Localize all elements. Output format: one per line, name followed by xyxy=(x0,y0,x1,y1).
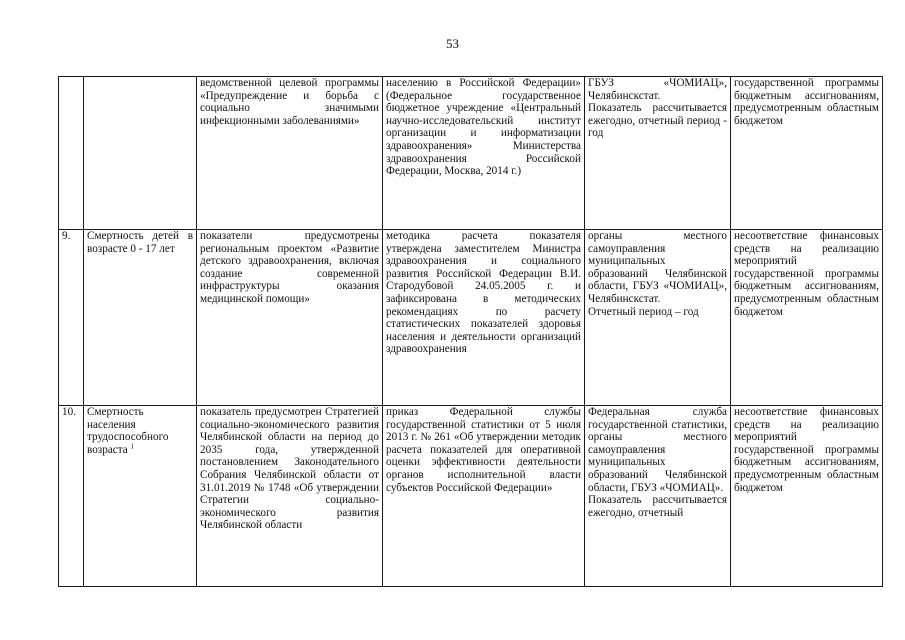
period-text: Отчетный период – год xyxy=(588,305,699,318)
method-cell xyxy=(383,230,585,406)
risk-text: несоответствие финансовых средств на реализацию мероприятий государственной программы бюджетным ассигнованиям, предусмотренным областным бюджетом xyxy=(734,406,879,494)
basis-cell xyxy=(197,230,383,406)
row-number-cell: 10. xyxy=(59,406,84,587)
source-cell xyxy=(585,77,731,230)
basis-text: ведомственной целевой программы «Предупреждение и борьба с социально значимыми инфекционными заболеваниями» xyxy=(200,77,379,127)
row-number-cell xyxy=(59,77,84,230)
risk-text: несоответствие финансовых средств на реализацию мероприятий государственной программы бюджетным ассигнованиям, предусмотренным областным бюджетом xyxy=(734,230,879,318)
basis-cell xyxy=(197,77,383,230)
indicator-name-cell xyxy=(84,230,197,406)
source-cell xyxy=(585,406,731,587)
method-text: приказ Федеральной службы государственной статистики от 5 июля 2013 г. № 261 «Об утверждении методик расчета показателей для оперативной оценки эффективности деятельности органов исполнительной власти субъектов Российской Федерации» xyxy=(386,406,581,494)
indicator-name-cell xyxy=(84,406,197,587)
table-row xyxy=(59,406,883,587)
period-text: Показатель рассчитывается ежегодно, отчетный период - год xyxy=(588,102,727,140)
basis-text: показатели предусмотрены региональным проектом «Развитие детского здравоохранения, включая создание современной инфраструктуры оказания медицинской помощи» xyxy=(200,230,379,305)
risk-cell xyxy=(731,230,883,406)
table-row xyxy=(59,77,883,230)
source-text: Федеральная служба государственной статистики, органы местного самоуправления муниципальных образований Челябинской области, ГБУЗ «ЧОМИАЦ». xyxy=(588,406,727,494)
period-text: Показатель рассчитывается ежегодно, отчетный xyxy=(588,494,727,519)
indicators-table xyxy=(58,76,883,587)
risk-cell xyxy=(731,406,883,587)
row-number-cell: 9. xyxy=(59,230,84,406)
method-cell xyxy=(383,77,585,230)
risk-text: государственной программы бюджетным ассигнованиям, предусмотренным областным бюджетом xyxy=(734,77,879,127)
source-text: ГБУЗ «ЧОМИАЦ», Челябинскстат. xyxy=(588,77,727,102)
source-cell xyxy=(585,230,731,406)
risk-cell xyxy=(731,77,883,230)
footnote-marker: 1 xyxy=(130,442,135,451)
method-text: методика расчета показателя утверждена заместителем Министра здравоохранения и социального развития Российской Федерации В.И. Стародубовой 24.05.2005 г. и зафиксирована в методических рекомендациях по расчету статистических показателей здоровья населения и деятельности организаций здравоохранения xyxy=(386,230,581,356)
basis-text: показатель предусмотрен Стратегией социально-экономического развития Челябинской области на период до 2035 года, утвержденной постановлением Законодательного Собрания Челябинской области от 31.01.2019 № 1748 «Об утверждении Стратегии социально-экономического развития Челябинской области xyxy=(200,406,379,532)
indicator-name: Смертность населения трудоспособного возраста xyxy=(87,406,169,456)
method-text: населению в Российской Федерации» (Федеральное государственное бюджетное учреждение «Центральный научно-исследовательский институт организации и информатизации здравоохранения» Министерства здравоохранения Российской Федерации, Москва, 2014 г.) xyxy=(386,77,581,178)
table-row xyxy=(59,230,883,406)
page-number: 53 xyxy=(446,36,459,51)
basis-cell xyxy=(197,406,383,587)
indicator-name: Смертность детей в возрасте 0 - 17 лет xyxy=(87,230,193,255)
method-cell xyxy=(383,406,585,587)
source-text: органы местного самоуправления муниципальных образований Челябинской области, ГБУЗ «ЧОМИАЦ», Челябинскстат. xyxy=(588,230,727,305)
indicator-name-cell xyxy=(84,77,197,230)
